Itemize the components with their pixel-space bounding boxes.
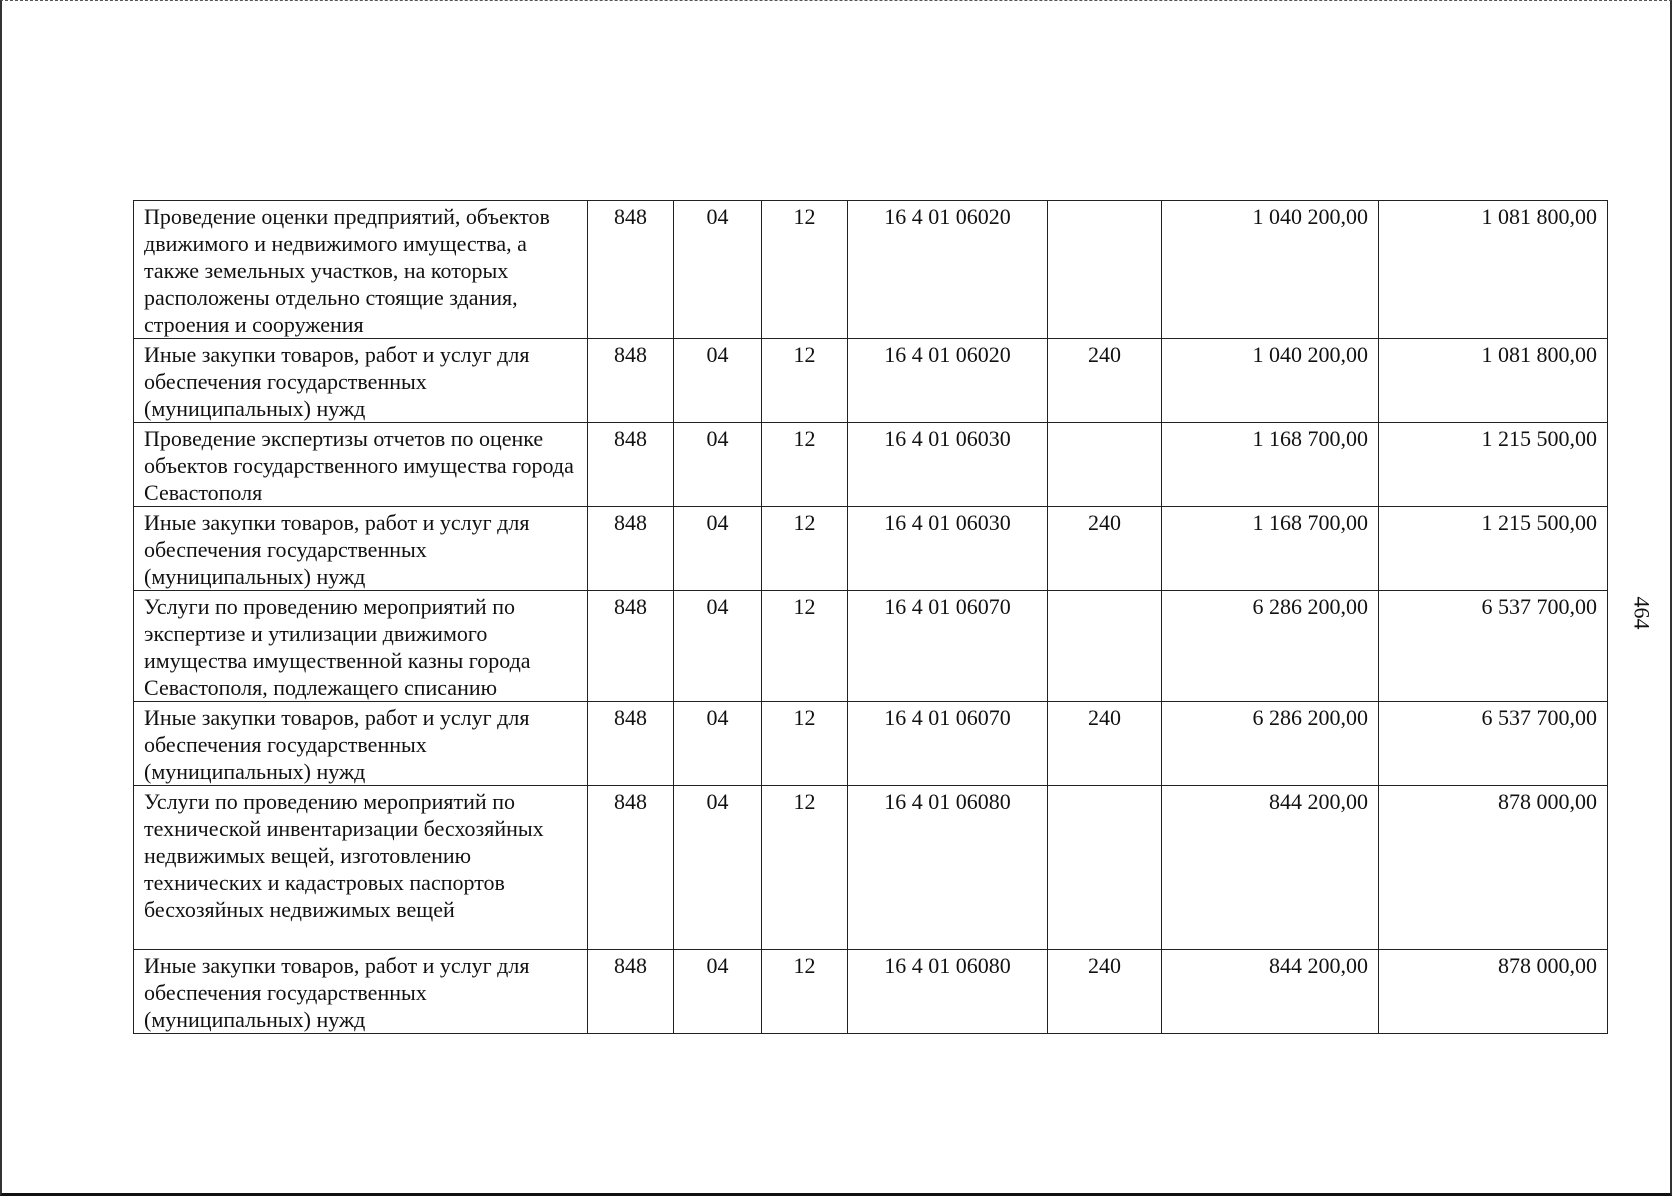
amount-year-2: 6 537 700,00 [1379, 591, 1608, 702]
item-name: Проведение экспертизы отчетов по оценке объектов государственного имущества города Севастополя [134, 423, 588, 507]
target-article-code: 16 4 01 06030 [848, 507, 1048, 591]
table-row [134, 201, 1608, 339]
ved-code: 848 [588, 950, 674, 1034]
item-name: Иные закупки товаров, работ и услуг для обеспечения государственных (муниципальных) нужд [134, 507, 588, 591]
subsection-code: 12 [762, 507, 848, 591]
table-row [134, 507, 1608, 591]
table-row [134, 423, 1608, 507]
amount-year-2: 6 537 700,00 [1379, 702, 1608, 786]
section-code: 04 [674, 423, 762, 507]
expense-type-code: 240 [1048, 950, 1162, 1034]
expense-type-code: 240 [1048, 507, 1162, 591]
expense-type-code: 240 [1048, 702, 1162, 786]
item-name: Услуги по проведению мероприятий по экспертизе и утилизации движимого имущества имущественной казны города Севастополя, подлежащего списанию [134, 591, 588, 702]
amount-year-1: 1 040 200,00 [1162, 339, 1379, 423]
subsection-code: 12 [762, 423, 848, 507]
page-number: 464 [1629, 596, 1655, 630]
subsection-code: 12 [762, 591, 848, 702]
target-article-code: 16 4 01 06070 [848, 702, 1048, 786]
table-row [134, 339, 1608, 423]
target-article-code: 16 4 01 06020 [848, 201, 1048, 339]
table-body [134, 201, 1608, 1034]
target-article-code: 16 4 01 06080 [848, 950, 1048, 1034]
section-code: 04 [674, 702, 762, 786]
item-name: Иные закупки товаров, работ и услуг для обеспечения государственных (муниципальных) нужд [134, 702, 588, 786]
amount-year-1: 1 168 700,00 [1162, 507, 1379, 591]
subsection-code: 12 [762, 786, 848, 950]
amount-year-1: 844 200,00 [1162, 786, 1379, 950]
target-article-code: 16 4 01 06080 [848, 786, 1048, 950]
amount-year-2: 1 215 500,00 [1379, 507, 1608, 591]
amount-year-2: 1 215 500,00 [1379, 423, 1608, 507]
table-row [134, 591, 1608, 702]
ved-code: 848 [588, 423, 674, 507]
amount-year-1: 6 286 200,00 [1162, 702, 1379, 786]
section-code: 04 [674, 507, 762, 591]
ved-code: 848 [588, 591, 674, 702]
subsection-code: 12 [762, 702, 848, 786]
table-row [134, 950, 1608, 1034]
subsection-code: 12 [762, 201, 848, 339]
section-code: 04 [674, 339, 762, 423]
expense-type-code [1048, 201, 1162, 339]
section-code: 04 [674, 950, 762, 1034]
amount-year-1: 6 286 200,00 [1162, 591, 1379, 702]
subsection-code: 12 [762, 950, 848, 1034]
amount-year-2: 1 081 800,00 [1379, 339, 1608, 423]
budget-table [133, 200, 1608, 1034]
table-row [134, 786, 1608, 950]
item-name: Иные закупки товаров, работ и услуг для обеспечения государственных (муниципальных) нужд [134, 339, 588, 423]
amount-year-2: 878 000,00 [1379, 786, 1608, 950]
amount-year-1: 1 040 200,00 [1162, 201, 1379, 339]
ved-code: 848 [588, 702, 674, 786]
section-code: 04 [674, 201, 762, 339]
amount-year-2: 1 081 800,00 [1379, 201, 1608, 339]
item-name: Иные закупки товаров, работ и услуг для обеспечения государственных (муниципальных) нужд [134, 950, 588, 1034]
subsection-code: 12 [762, 339, 848, 423]
target-article-code: 16 4 01 06070 [848, 591, 1048, 702]
target-article-code: 16 4 01 06020 [848, 339, 1048, 423]
amount-year-1: 1 168 700,00 [1162, 423, 1379, 507]
ved-code: 848 [588, 507, 674, 591]
target-article-code: 16 4 01 06030 [848, 423, 1048, 507]
amount-year-1: 844 200,00 [1162, 950, 1379, 1034]
ved-code: 848 [588, 786, 674, 950]
table-row [134, 702, 1608, 786]
section-code: 04 [674, 786, 762, 950]
ved-code: 848 [588, 201, 674, 339]
expense-type-code [1048, 591, 1162, 702]
expense-type-code: 240 [1048, 339, 1162, 423]
expense-type-code [1048, 786, 1162, 950]
item-name: Проведение оценки предприятий, объектов движимого и недвижимого имущества, а также земельных участков, на которых расположены отдельно стоящие здания, строения и сооружения [134, 201, 588, 339]
expense-type-code [1048, 423, 1162, 507]
ved-code: 848 [588, 339, 674, 423]
amount-year-2: 878 000,00 [1379, 950, 1608, 1034]
section-code: 04 [674, 591, 762, 702]
item-name: Услуги по проведению мероприятий по технической инвентаризации бесхозяйных недвижимых вещей, изготовлению технических и кадастровых паспортов бесхозяйных недвижимых вещей [134, 786, 588, 950]
